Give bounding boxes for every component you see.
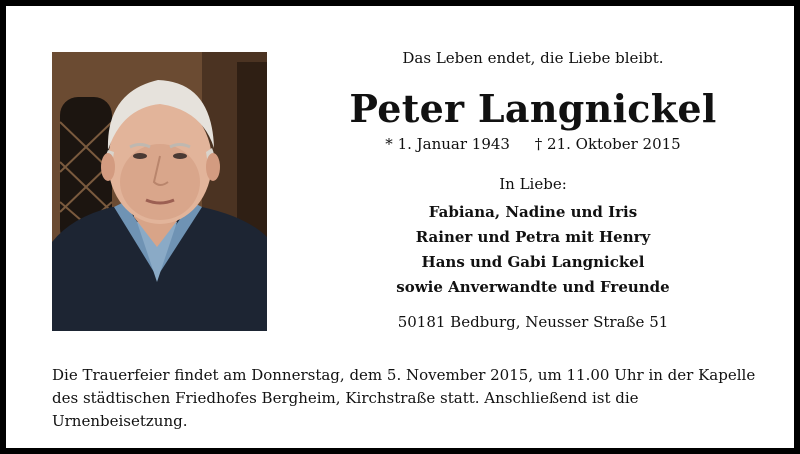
in-love-label: In Liebe:: [499, 175, 567, 193]
deceased-name: Peter Langnickel: [349, 86, 717, 131]
notice-text-block: [306, 42, 760, 332]
motto: Das Leben endet, die Liebe bleibt.: [402, 49, 664, 67]
mourner-line: sowie Anverwandte und Freunde: [396, 278, 670, 296]
portrait-photo: [52, 52, 267, 331]
mourner-line: Rainer und Petra mit Henry: [415, 228, 651, 246]
birth-date: * 1. Januar 1943: [385, 135, 510, 153]
family-address: 50181 Bedburg, Neusser Straße 51: [397, 313, 669, 331]
mourners-list: [306, 200, 760, 300]
death-date: † 21. Oktober 2015: [534, 135, 681, 153]
mourner-line: Hans und Gabi Langnickel: [421, 253, 645, 271]
life-dates: [306, 134, 760, 154]
mourner-line: Fabiana, Nadine und Iris: [428, 203, 638, 221]
ceremony-info: Die Trauerfeier findet am Donnerstag, dem 5. November 2015, um 11.00 Uhr in der Kapelle des städtischen Friedhofes Bergheim, Kirchstraße statt. Anschließend ist die Urnenbeisetzung.: [52, 366, 756, 430]
